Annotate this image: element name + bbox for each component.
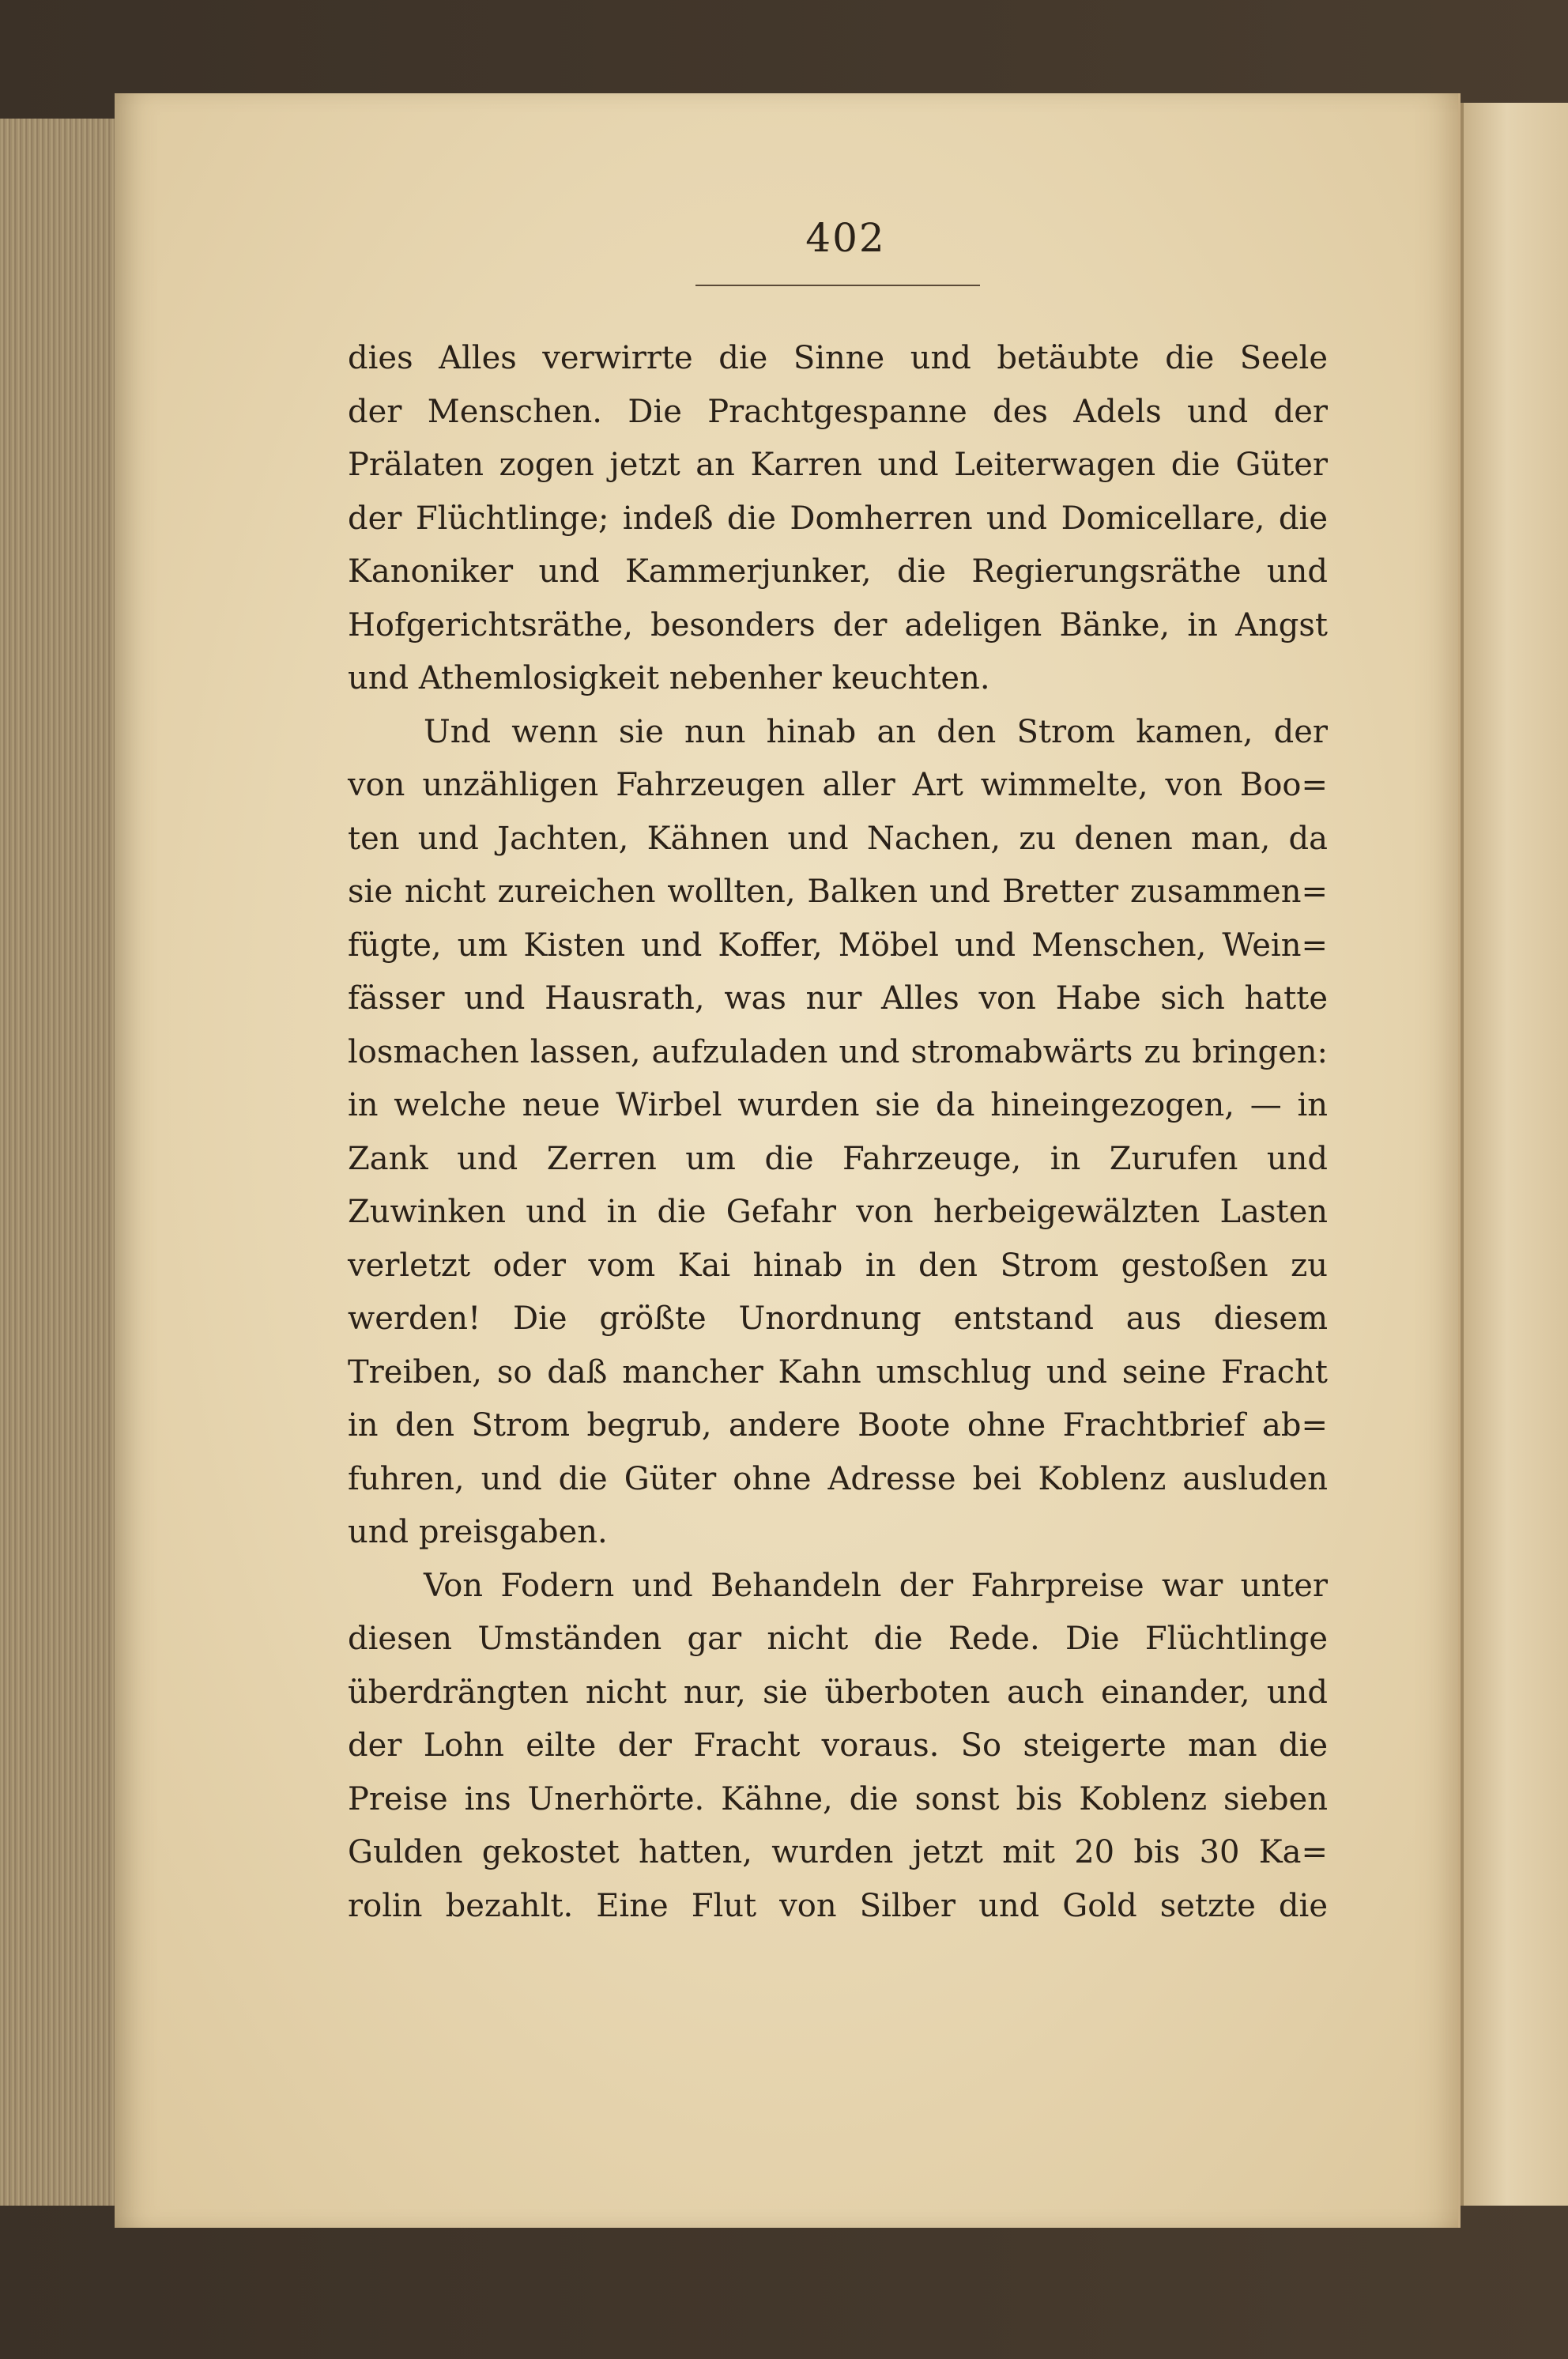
- text-line: der Lohn eilte der Fracht voraus. So steigerte man die: [348, 1727, 1328, 1764]
- text-line: Prälaten zogen jetzt an Karren und Leiterwagen die Güter: [348, 447, 1328, 483]
- text-line: der Menschen. Die Prachtgespanne des Adels und der: [348, 393, 1328, 430]
- text-line: Von Fodern und Behandeln der Fahrpreise war unter: [424, 1567, 1328, 1604]
- text-body: [348, 332, 1328, 1933]
- text-line: Und wenn sie nun hinab an den Strom kamen, der: [424, 713, 1328, 750]
- text-line: losmachen lassen, aufzuladen und stromabwärts zu bringen:: [348, 1033, 1328, 1070]
- text-line: Gulden gekostet hatten, wurden jetzt mit 20 bis 30 Ka=: [348, 1834, 1328, 1870]
- header-rule: [695, 285, 980, 286]
- text-line: überdrängten nicht nur, sie überboten auch einander, und: [348, 1674, 1328, 1711]
- facing-page-edge: [1461, 103, 1568, 2206]
- text-line: fuhren, und die Güter ohne Adresse bei Koblenz ausluden: [348, 1460, 1328, 1497]
- text-line: der Flüchtlinge; indeß die Domherren und Domicellare, die: [348, 500, 1328, 537]
- text-line: diesen Umständen gar nicht die Rede. Die Flüchtlinge: [348, 1621, 1328, 1657]
- text-line: Preise ins Unerhörte. Kähne, die sonst bis Koblenz sieben: [348, 1780, 1328, 1817]
- text-line: Treiben, so daß mancher Kahn umschlug und seine Fracht: [348, 1353, 1328, 1391]
- text-line: Zank und Zerren um die Fahrzeuge, in Zurufen und: [348, 1140, 1328, 1177]
- paragraph: [348, 706, 1328, 1560]
- text-line: werden! Die größte Unordnung entstand aus diesem: [348, 1300, 1328, 1337]
- paragraph: [348, 1560, 1328, 1934]
- text-line: von unzähligen Fahrzeugen aller Art wimmelte, von Boo=: [348, 767, 1328, 803]
- text-line: und preisgaben.: [348, 1514, 608, 1550]
- text-line: ten und Jachten, Kähnen und Nachen, zu denen man, da: [348, 820, 1328, 857]
- text-line: fässer und Hausrath, was nur Alles von Habe sich hatte: [348, 980, 1328, 1017]
- page-edges: [0, 119, 120, 2206]
- text-line: in den Strom begrub, andere Boote ohne Frachtbrief ab=: [348, 1407, 1328, 1444]
- page-number: 402: [805, 215, 886, 261]
- text-line: Hofgerichtsräthe, besonders der adeligen Bänke, in Angst: [348, 606, 1328, 644]
- text-line: Kanoniker und Kammerjunker, die Regierungsräthe und: [348, 553, 1328, 590]
- text-line: dies Alles verwirrte die Sinne und betäubte die Seele: [348, 340, 1328, 376]
- text-line: fügte, um Kisten und Koffer, Möbel und Menschen, Wein=: [348, 927, 1328, 964]
- text-line: Zuwinken und in die Gefahr von herbeigewälzten Lasten: [348, 1194, 1328, 1230]
- text-line: sie nicht zureichen wollten, Balken und Bretter zusammen=: [348, 874, 1328, 910]
- text-line: in welche neue Wirbel wurden sie da hineingezogen, — in: [348, 1087, 1328, 1123]
- text-line: rolin bezahlt. Eine Flut von Silber und Gold setzte die: [348, 1887, 1328, 1924]
- text-line: verletzt oder vom Kai hinab in den Strom gestoßen zu: [348, 1247, 1328, 1284]
- paragraph: [348, 332, 1328, 706]
- text-line: und Athemlosigkeit nebenher keuchten.: [348, 660, 990, 696]
